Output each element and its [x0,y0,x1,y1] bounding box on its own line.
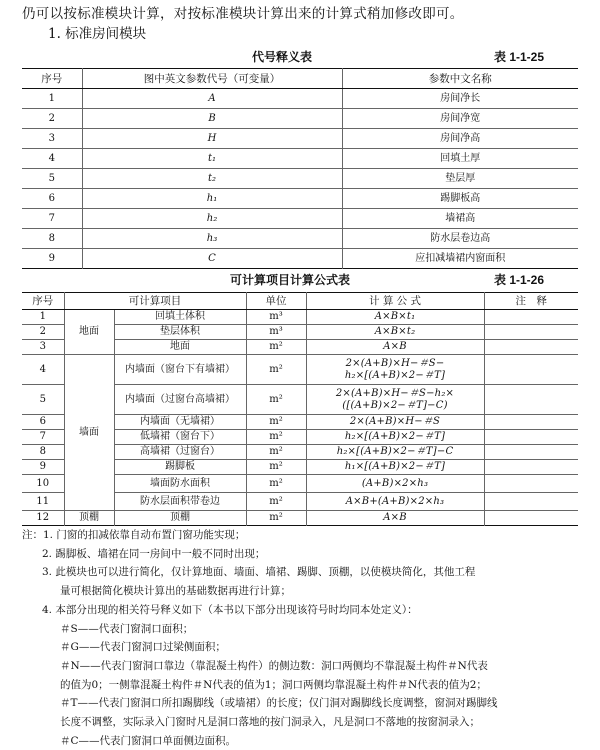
row-no: 2 [22,109,82,129]
header-cell: 注 释 [484,293,578,310]
unit-cell: m² [246,493,306,511]
header-cell: 可计算项目 [64,293,246,310]
unit-cell: m² [246,445,306,460]
note-3: 3. 此模块也可以进行简化，仅计算地面、墙面、墙裙、踢脚、顶棚，以使模块简化，其他工程 [42,566,476,579]
unit-cell: m² [246,430,306,445]
formula-line: h₂×[(A+B)×2−＃T] [344,369,446,381]
table1-title: 代号释义表 [252,50,313,64]
formula-cell: h₂×[(A+B)×2−＃T] [306,430,484,445]
note-cell [484,340,578,355]
symbol-s-definition: ＃S——代表门窗洞口面积； [60,622,194,635]
header-cell: 计 算 公 式 [306,293,484,310]
table-row [22,249,578,269]
unit-cell: m² [246,340,306,355]
note-1: 注：1. 门窗的扣减依靠自动布置门窗功能实现； [22,529,246,541]
note-cell [484,475,578,493]
item-cell: 防水层面积带卷边 [114,493,246,511]
row-no: 3 [22,340,64,355]
note-3-continued: 量可根据简化模块计算出的基础数据再进行计算； [60,585,291,598]
note-4: 4. 本部分出现的相关符号释义如下（本书以下部分出现该符号时均同本处定义）： [42,603,418,616]
item-cell: 低墙裙（窗台下） [114,430,246,445]
unit-cell: m² [246,385,306,415]
param-name: 应扣减墙裙内窗面积 [342,249,578,269]
formula-cell: A×B+(A+B)×2×h₃ [306,493,484,511]
note-cell [484,511,578,526]
header-cell: 序号 [22,293,64,310]
table-row [22,129,578,149]
param-code: h₃ [82,229,342,249]
param-code: C [82,249,342,269]
unit-cell: m² [246,511,306,526]
param-name: 回填土厚 [342,149,578,169]
row-no: 1 [22,89,82,109]
formula-line: ([(A+B)×2−＃T]−C) [342,399,448,411]
param-code: t₂ [82,169,342,189]
row-no: 7 [22,430,64,445]
note-cell [484,430,578,445]
table-row [22,89,578,109]
formula-cell: h₂×[(A+B)×2−＃T]−C [306,445,484,460]
unit-cell: m³ [246,310,306,325]
formula-line: 2×(A+B)×H−＃S−h₂× [335,387,455,399]
param-name: 垫层厚 [342,169,578,189]
intro-paragraph: 仍可以按标准模块计算，对按标准模块计算出来的计算式稍加修改即可。 [22,6,464,22]
row-no: 9 [22,249,82,269]
table-header-row [22,69,578,89]
note-cell [484,355,578,385]
row-no: 1 [22,310,64,325]
group-ceiling: 顶棚 [64,511,114,526]
row-no: 8 [22,445,64,460]
header-cell: 图中英文参数代号（可变量） [82,69,342,89]
table-row [22,355,578,385]
unit-cell: m² [246,415,306,430]
row-no: 6 [22,189,82,209]
item-cell: 垫层体积 [114,325,246,340]
formula-cell: 2×(A+B)×H−＃S [306,415,484,430]
group-floor: 地面 [64,310,114,355]
row-no: 8 [22,229,82,249]
param-name: 墙裙高 [342,209,578,229]
item-cell: 地面 [114,340,246,355]
header-cell: 参数中文名称 [342,69,578,89]
table1-number: 表 1-1-25 [494,50,545,64]
row-no: 4 [22,149,82,169]
symbol-n-definition: ＃N——代表门窗洞口靠边（靠混凝土构件）的侧边数：洞口两侧均不靠混凝土构件＃N代表 [60,659,488,672]
item-cell: 内墙面（过窗台高墙裙） [114,385,246,415]
table2-title: 可计算项目计算公式表 [230,273,351,287]
row-no: 5 [22,385,64,415]
param-code: t₁ [82,149,342,169]
note-cell [484,325,578,340]
item-cell: 高墙裙（过窗台） [114,445,246,460]
row-no: 3 [22,129,82,149]
row-no: 2 [22,325,64,340]
table-notes [22,526,588,750]
param-name: 房间净宽 [342,109,578,129]
unit-cell: m² [246,475,306,493]
formula-cell: A×B [306,340,484,355]
table-header-row [22,293,578,310]
table-row [22,149,578,169]
item-cell: 内墙面（无墙裙） [114,415,246,430]
symbol-t-definition: ＃T——代表门窗洞口所扣踢脚线（或墙裙）的长度；仅门洞对踢脚线长度调整，窗洞对踢脚线 [60,697,498,710]
param-name: 房间净高 [342,129,578,149]
unit-cell: m² [246,460,306,475]
formula-line: 2×(A+B)×H−＃S− [345,357,445,369]
header-cell: 序号 [22,69,82,89]
item-cell: 顶棚 [114,511,246,526]
table-row [22,229,578,249]
table-row [22,109,578,129]
unit-cell: m³ [246,325,306,340]
formula-cell: A×B×t₁ [306,310,484,325]
table-row [22,511,578,526]
note-cell [484,310,578,325]
row-no: 5 [22,169,82,189]
formula-table [22,292,578,526]
note-cell [484,493,578,511]
note-cell [484,445,578,460]
symbol-c-definition: ＃C——代表门窗洞口单面侧边面积。 [60,734,237,747]
table-row [22,189,578,209]
row-no: 12 [22,511,64,526]
row-no: 10 [22,475,64,493]
item-cell: 踢脚板 [114,460,246,475]
row-no: 6 [22,415,64,430]
note-cell [484,460,578,475]
row-no: 7 [22,209,82,229]
param-name: 房间净长 [342,89,578,109]
table-row [22,310,578,325]
symbol-n-definition-continued: 的值为0；一侧靠混凝土构件＃N代表的值为1；洞口两侧均靠混凝土构件＃N代表的值为2； [60,678,487,691]
table-row [22,209,578,229]
formula-cell: A×B×t₂ [306,325,484,340]
formula-cell: h₁×[(A+B)×2−＃T] [306,460,484,475]
row-no: 9 [22,460,64,475]
param-code: A [82,89,342,109]
formula-cell: A×B [306,511,484,526]
row-no: 4 [22,355,64,385]
param-code: h₂ [82,209,342,229]
code-definition-table [22,68,578,269]
param-code: h₁ [82,189,342,209]
note-cell [484,385,578,415]
formula-cell [306,355,484,385]
param-code: H [82,129,342,149]
header-cell: 单位 [246,293,306,310]
note-2: 2. 踢脚板、墙裙在同一房间中一般不同时出现； [42,547,266,560]
symbol-g-definition: ＃G——代表门窗洞口过梁侧面积； [60,641,226,654]
item-cell: 墙面防水面积 [114,475,246,493]
table2-number: 表 1-1-26 [494,273,545,287]
item-cell: 回填土体积 [114,310,246,325]
row-no: 11 [22,493,64,511]
table-row [22,169,578,189]
unit-cell: m² [246,355,306,385]
section-heading: 1. 标准房间模块 [48,26,147,42]
formula-cell [306,385,484,415]
note-cell [484,415,578,430]
group-wall: 墙面 [64,355,114,511]
param-code: B [82,109,342,129]
formula-cell: (A+B)×2×h₃ [306,475,484,493]
param-name: 踢脚板高 [342,189,578,209]
item-cell: 内墙面（窗台下有墙裙） [114,355,246,385]
symbol-t-definition-continued: 长度不调整，实际录入门窗时凡是洞口落地的按门洞录入，凡是洞口不落地的按窗洞录入； [60,716,480,729]
param-name: 防水层卷边高 [342,229,578,249]
